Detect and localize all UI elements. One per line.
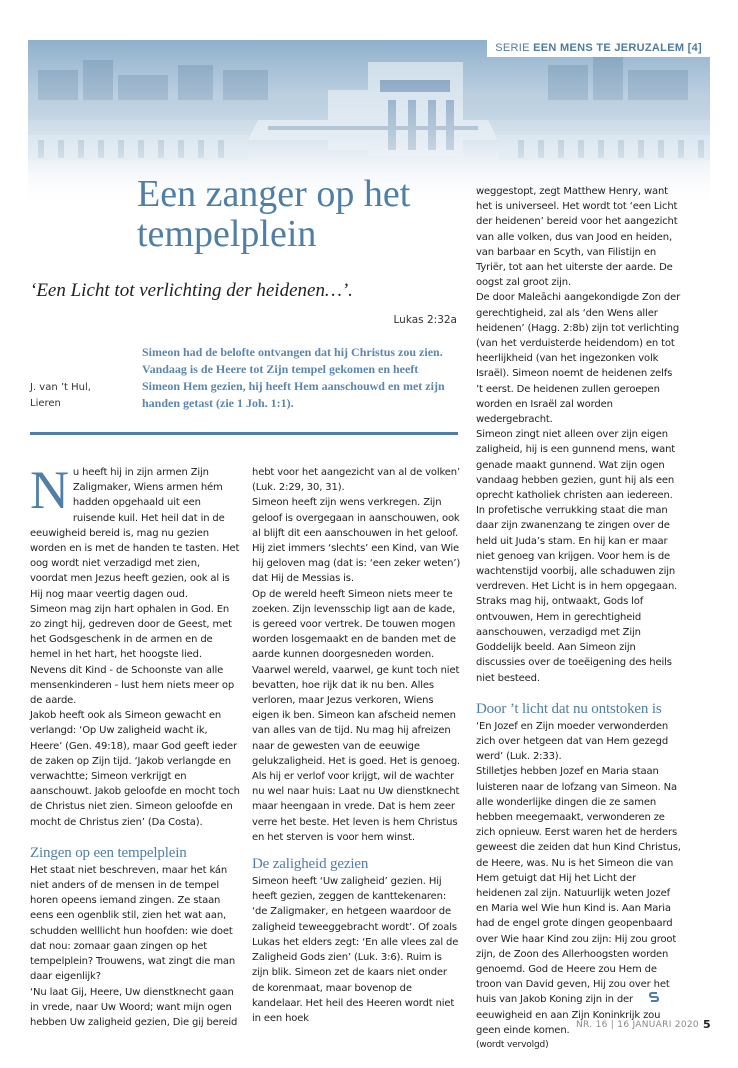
paragraph: Het staat niet beschreven, maar het kán niet anders of de mensen in de tempel horen opeens iemand zingen. Ze staan eens een ogenblik stil, zien het wat aan, schudden welllicht hun hoofden: wie doet dat nou: zomaar gaan zingen op het tempelplein? Trouwens, wat zingt die man daar eigenlijk? <box>30 864 236 983</box>
paragraph: hebt voor het aangezicht van al de volken’ (Luk. 2:29, 30, 31). <box>252 467 460 494</box>
text-column-3 <box>476 184 682 1053</box>
issue-info: NR. 16 | 16 JANUARI 2020 <box>576 1020 699 1030</box>
paragraph: Simeon heeft zijn wens verkregen. Zijn geloof is overgegaan in aanschouwen, ook al blijft dit een aanschouwen in het geloof. Hij ziet immers ‘slechts’ een Kind, van Wie hij geloven mag (dat is: ‘een zeker weten’) dat Hij de Messias is. <box>252 497 461 585</box>
paragraph: De door Maleāchi aangekondigde Zon der gerechtigheid, zal als ‘den Wens aller heidenen’ (Hagg. 2:8b) zijn tot verlichting (van het verduisterde heidendom) en tot heerlijkheid (van het ingezonken volk Israël). Simeon noemt de heidenen zelfs ’t eerst. De heidenen zullen geroepen worden en Israël zal worden wedergebracht. <box>476 292 681 426</box>
paragraph: Simeon zingt niet alleen over zijn eigen zaligheid, hij is een gunnend mens, want genade maakt gunnend. Wat zijn ogen vandaag hebben gezien, gunt hij als een oprecht katholiek christen aan iedereen. <box>476 429 676 502</box>
author-place: Lieren <box>30 398 61 409</box>
series-tag <box>487 40 710 57</box>
drop-cap: N <box>30 460 69 520</box>
paragraph <box>30 460 240 602</box>
author-byline <box>30 380 120 412</box>
paragraph: Simeon mag zijn hart ophalen in God. En zo zingt hij, gedreven door de Geest, met het Godsgeschenk in de armen en de hemel in het hart, het hoogste lied. Nevens dit Kind - de Schoonste van alle mensenkinderen - lust hem niets meer op de aarde. <box>30 603 235 707</box>
section-heading: De zaligheid gezien <box>252 856 369 873</box>
paragraph: Stilletjes hebben Jozef en Maria staan luisteren naar de lofzang van Simeon. Na alle wonderlijke dingen die ze samen hebben meegemaakt, verwonderen ze zich opnieuw. Eerst waren het de herders geweest die zeiden dat hun Kind Christus, de Heere, was. Nu is het Simeon die van Hem getuigt dat Hij het Licht der heidenen zal zijn. Natuurlijk weten Jozef en Maria wel Wie hun Kind is. Aan Maria had de engel grote dingen geopenbaard over Wie haar Kind zou zijn: Hij zou groot zijn, de Zoon des Allerhoogsten worden genoemd. God de Heere zou Hem de troon van David geven, Hij zou over het huis van Jakob Koning zijn in der eeuwigheid en aan Zijn Koninkrijk zou geen einde komen. <box>476 766 681 1036</box>
paragraph: Simeon heeft ‘Uw zaligheid’ gezien. Hij heeft gezien, zeggen de kanttekenaren: ‘de Zaligmaker, en hetgeen waardoor de zaligheid teweeggebracht wordt’. Of zoals Lukas het elders zegt: ‘En alle vlees zal de Zaligheid Gods zien’ (Luk. 3:6). Ruim is zijn blik. Simeon zet de kaars niet onder de korenmaat, maar bovenop de kandelaar. Het heil des Heeren wordt niet in een hoek <box>252 876 459 1024</box>
divider-rule <box>30 432 458 435</box>
section-heading: Door ’t licht dat nu ontstoken is <box>476 700 662 717</box>
author-name: J. van ’t Hul, <box>30 382 91 393</box>
paragraph: ‘Nu laat Gij, Heere, Uw dienstknecht gaan in vrede, naar Uw Woord; want mijn ogen hebben Uw zaligheid gezien, Die gij bereid <box>30 986 238 1028</box>
paragraph: Jakob heeft ook als Simeon gewacht en verlangd: ‘Op Uw zaligheid wacht ik, Heere’ (Gen. 49:18), maar God geeft ieder de zaken op Zijn tijd. ‘Jakob verlangde en verwachtte; Simeon verkrijgt en aanschouwt. Jakob geloofde en mocht toch de Christus niet zien. Simeon geloofde en mocht de Christus zien’ (Da Costa). <box>30 710 240 828</box>
bible-reference: Lukas 2:32a <box>393 314 457 326</box>
paragraph-text: u heeft hij in zijn armen Zijn Zaligmaker, Wiens armen hém hadden opgehaald uit een ruisende kuil. Het heil dat in de eeuwigheid bereid is, mag nu gezien worden en is met de handen te tasten. Het oog wordt niet verzadigd met zien, voordat men Jezus heeft gezien, ook al is Hij nog maar veertig dagen oud. <box>30 467 240 600</box>
section-heading: Zingen op een tempelplein <box>30 844 187 861</box>
text-column-2 <box>252 465 461 1026</box>
series-title: EEN MENS TE JERUZALEM [4] <box>533 42 702 54</box>
paragraph: weggestopt, zegt Matthew Henry, want het is universeel. Het wordt tot ‘een Licht der heidenen’ bereid voor het aangezicht van alle volken, dus van Jood en heiden, van barbaar en Scyth, van Filistijn en Tyriër, tot aan het uiterste der aarde. De oogst zal groot zijn. <box>476 186 678 289</box>
page-number: 5 <box>703 1018 711 1031</box>
series-prefix: SERIE <box>495 42 530 54</box>
article-quote: ‘Een Licht tot verlichting der heidenen…’. <box>30 280 353 301</box>
paragraph: ‘En Jozef en Zijn moeder verwonderden zich over hetgeen dat van Hem gezegd werd’ (Luk. 2:33). <box>476 720 669 763</box>
article-title: Een zanger op het tempelplein <box>137 173 411 255</box>
end-mark-icon <box>648 988 660 1000</box>
paragraph: Op de wereld heeft Simeon niets meer te zoeken. Zijn levensschip ligt aan de kade, is gereed voor vertrek. De touwen mogen worden losgemaakt en de banden met de aarde kunnen doorgesneden worden. Vaarwel wereld, vaarwel, ge kunt toch niet bevatten, hoe rijk dat ik nu ben. Alles verloren, maar Jezus verkoren, Wiens eigen ik ben. Simeon kan afscheid nemen van alles van de tijd. Nu mag hij afreizen naar de gewesten van de eeuwige gelukzaligheid. Het is goed. Het is genoeg. Als hij er verlof voor krijgt, wil de wachter nu wel naar huis: Laat nu Uw dienstknecht maar heengaan in vrede. Dat is hem zeer verre het beste. Het leven is hem Christus en het sterven is voor hem winst. <box>252 588 461 843</box>
text-column-1 <box>30 460 240 1030</box>
continued-note: (wordt vervolgd) <box>476 1039 549 1050</box>
paragraph: In profetische verrukking staat die man daar zijn zwanenzang te zingen over de held uit Juda’s stam. En hij kan er maar niet genoeg van krijgen. Voor hem is de wachtenstijd voorbij, alle schaduwen zijn verdreven. Het Licht is in hem opgegaan. Straks mag hij, ontwaakt, Gods lof ontvouwen, Hem in gerechtigheid aanschouwen, verzadigd met Zijn Goddelijk beeld. Aan Simeon zijn discussies over de toeëigening des heils niet besteed. <box>476 505 678 684</box>
article-intro: Simeon had de belofte ontvangen dat hij Christus zou zien. Vandaag is de Heere tot Zijn tempel gekomen en heeft Simeon Hem gezien, hij heeft Hem aanschouwd en met zijn handen getast (zie 1 Joh. 1:1). <box>142 345 445 410</box>
